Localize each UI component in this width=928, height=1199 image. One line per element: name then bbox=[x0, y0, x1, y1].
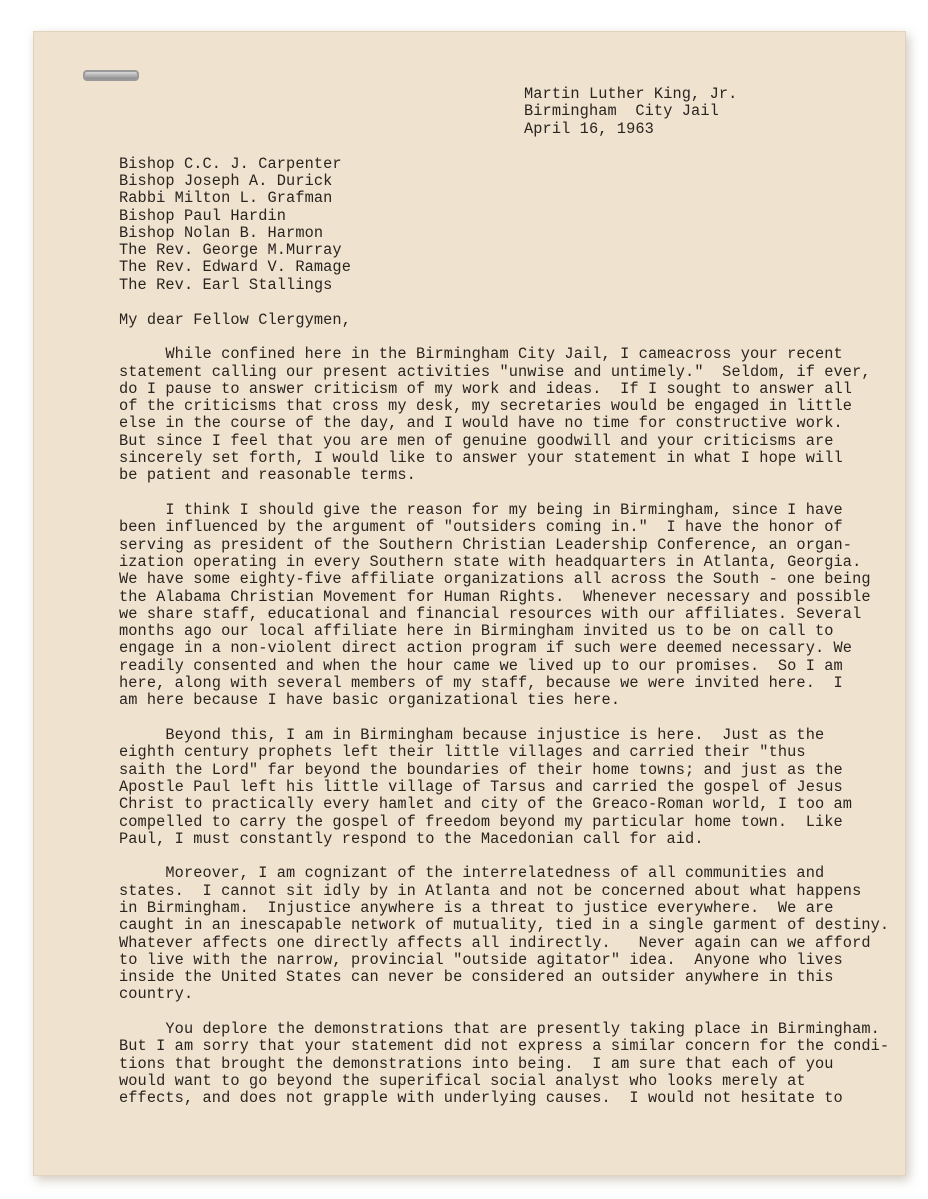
paragraph-line: of the criticisms that cross my desk, my secretaries would be engaged in little bbox=[119, 397, 853, 415]
addressee-line: Bishop C.C. J. Carpenter bbox=[119, 155, 342, 173]
sender-name: Martin Luther King, Jr. bbox=[524, 85, 738, 103]
addressee-line: The Rev. Edward V. Ramage bbox=[119, 258, 351, 276]
paragraph-line: statement calling our present activities "unwise and untimely." Seldom, if ever, bbox=[119, 363, 871, 381]
addressee-line: Bishop Joseph A. Durick bbox=[119, 172, 333, 190]
paragraph-line: am here because I have basic organizational ties here. bbox=[119, 691, 621, 709]
paragraph-line: But since I feel that you are men of genuine goodwill and your criticisms are bbox=[119, 432, 834, 450]
paragraph-line: Paul, I must constantly respond to the Macedonian call for aid. bbox=[119, 830, 704, 848]
paragraph-line: Beyond this, I am in Birmingham because injustice is here. Just as the bbox=[119, 726, 825, 744]
paragraph-line: saith the Lord" far beyond the boundaries of their home towns; and just as the bbox=[119, 761, 843, 779]
paragraph-line: be patient and reasonable terms. bbox=[119, 466, 416, 484]
paragraph-line: inside the United States can never be considered an outsider anywhere in this bbox=[119, 968, 834, 986]
addressee-line: The Rev. George M.Murray bbox=[119, 241, 342, 259]
addressee-line: Bishop Nolan B. Harmon bbox=[119, 224, 324, 242]
letter-date: April 16, 1963 bbox=[524, 120, 654, 138]
paragraph-line: engage in a non-violent direct action program if such were deemed necessary. We bbox=[119, 639, 853, 657]
paragraph-line: else in the course of the day, and I would have no time for constructive work. bbox=[119, 414, 843, 432]
paragraph-line: serving as president of the Southern Christian Leadership Conference, an organ- bbox=[119, 536, 853, 554]
salutation: My dear Fellow Clergymen, bbox=[119, 311, 351, 329]
paragraph-line: here, along with several members of my staff, because we were invited here. I bbox=[119, 674, 843, 692]
paragraph-line: months ago our local affiliate here in Birmingham invited us to be on call to bbox=[119, 622, 834, 640]
paragraph-line: the Alabama Christian Movement for Human Rights. Whenever necessary and possible bbox=[119, 588, 871, 606]
paragraph-line: to live with the narrow, provincial "outside agitator" idea. Anyone who lives bbox=[119, 951, 843, 969]
paragraph-line: do I pause to answer criticism of my work and ideas. If I sought to answer all bbox=[119, 380, 853, 398]
paragraph-line: While confined here in the Birmingham City Jail, I cameacross your recent bbox=[119, 345, 843, 363]
paragraph-line: we share staff, educational and financial resources with our affiliates. Several bbox=[119, 605, 862, 623]
paragraph-line: We have some eighty-five affiliate organizations all across the South - one being bbox=[119, 570, 871, 588]
addressee-line: The Rev. Earl Stallings bbox=[119, 276, 333, 294]
paragraph-line: compelled to carry the gospel of freedom beyond my particular home town. Like bbox=[119, 813, 843, 831]
paragraph-line: would want to go beyond the superifical social analyst who looks merely at bbox=[119, 1072, 806, 1090]
paragraph-line: Whatever affects one directly affects all indirectly. Never again can we afford bbox=[119, 934, 871, 952]
paragraph-line: readily consented and when the hour came we lived up to our promises. So I am bbox=[119, 657, 843, 675]
staple bbox=[83, 70, 139, 81]
paragraph-line: eighth century prophets left their little villages and carried their "thus bbox=[119, 743, 806, 761]
paragraph-line: Moreover, I am cognizant of the interrelatedness of all communities and bbox=[119, 864, 825, 882]
paragraph-line: But I am sorry that your statement did not express a similar concern for the condi- bbox=[119, 1037, 890, 1055]
paragraph-line: You deplore the demonstrations that are presently taking place in Birmingham. bbox=[119, 1020, 880, 1038]
paragraph-line: states. I cannot sit idly by in Atlanta and not be concerned about what happens bbox=[119, 882, 862, 900]
paragraph-line: tions that brought the demonstrations into being. I am sure that each of you bbox=[119, 1055, 834, 1073]
paragraph-line: effects, and does not grapple with underlying causes. I would not hesitate to bbox=[119, 1089, 843, 1107]
addressee-line: Bishop Paul Hardin bbox=[119, 207, 287, 225]
paragraph-line: Apostle Paul left his little village of Tarsus and carried the gospel of Jesus bbox=[119, 778, 843, 796]
paragraph-line: in Birmingham. Injustice anywhere is a threat to justice everywhere. We are bbox=[119, 899, 834, 917]
paragraph-line: been influenced by the argument of "outsiders coming in." I have the honor of bbox=[119, 518, 843, 536]
sender-location: Birmingham City Jail bbox=[524, 102, 719, 120]
paragraph-line: caught in an inescapable network of mutuality, tied in a single garment of destiny. bbox=[119, 916, 890, 934]
letter-page bbox=[33, 31, 906, 1176]
paragraph-line: Christ to practically every hamlet and city of the Greaco-Roman world, I too am bbox=[119, 795, 853, 813]
addressee-line: Rabbi Milton L. Grafman bbox=[119, 189, 333, 207]
paragraph-line: I think I should give the reason for my being in Birmingham, since I have bbox=[119, 501, 843, 519]
paragraph-line: sincerely set forth, I would like to answer your statement in what I hope will bbox=[119, 449, 843, 467]
paragraph-line: ization operating in every Southern state with headquarters in Atlanta, Georgia. bbox=[119, 553, 862, 571]
paragraph-line: country. bbox=[119, 985, 194, 1003]
